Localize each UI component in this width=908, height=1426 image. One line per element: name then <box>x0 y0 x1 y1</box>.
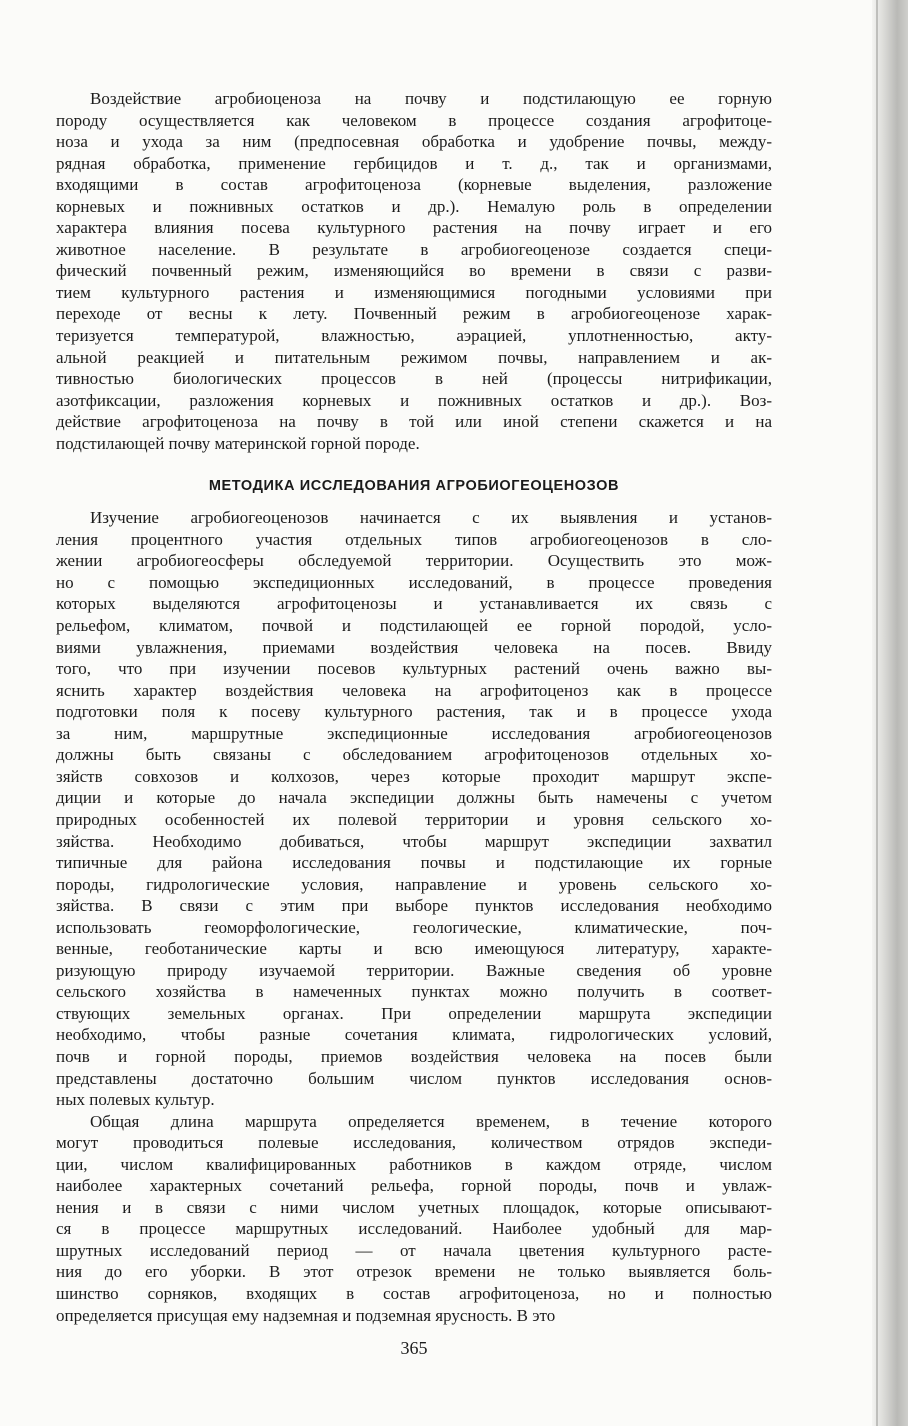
text-line: ления процентного участия отдельных типов агробиогеоценозов в сло- <box>56 529 772 549</box>
text-line: венные, геоботанические карты и всю имеющуюся литературу, характе- <box>56 939 772 959</box>
text-line: рельефом, климатом, почвой и подстилающей ее горной породой, усло- <box>56 616 772 636</box>
text-line: фический почвенный режим, изменяющийся во времени в связи с разви- <box>56 261 772 281</box>
text-line: характера влияния посева культурного растения на почву играет и его <box>56 218 772 238</box>
text-line: могут проводиться полевые исследования, количеством отрядов экспеди- <box>56 1133 772 1153</box>
section-heading: МЕТОДИКА ИССЛЕДОВАНИЯ АГРОБИОГЕОЦЕНОЗОВ <box>208 478 620 495</box>
text-line: шрутных исследований период — от начала цветения культурного расте- <box>56 1240 772 1260</box>
text-line: ных полевых культур. <box>56 1090 215 1110</box>
page-edge-line <box>876 0 878 1426</box>
text-line: использовать геоморфологические, геологические, климатические, поч- <box>56 917 772 937</box>
paragraph-route-length <box>56 1111 772 1326</box>
text-line: ноза и ухода за ним (предпосевная обработка и удобрение почвы, междy- <box>56 132 772 152</box>
text-line: входящими в состав агрофитоценоза (корневые выделения, разложение <box>56 175 772 195</box>
text-line: почв и горной породы, приемов воздействия человека на посев были <box>56 1046 772 1066</box>
text-line: Воздействие агробиоценоза на почву и подстилающую ее горную <box>90 89 772 108</box>
text-line: должны быть связаны с обследованием агрофитоценозов отдельных хо- <box>56 745 772 765</box>
text-line: действие агрофитоценоза на почву в той или иной степени скажется и на <box>56 412 772 432</box>
text-line: нения и в связи с ними числом учетных площадок, которые описывают- <box>56 1197 772 1217</box>
text-line: но с помощью экспедиционных исследований, в процессе проведения <box>56 572 772 592</box>
text-line: жении агробиогеосферы обследуемой территории. Осуществить это мож- <box>56 551 772 571</box>
text-line: рядная обработка, применение гербицидов и т. д., так и организмами, <box>56 153 772 173</box>
text-line: зяйств совхозов и колхозов, через которые проходит маршрут экспе- <box>56 766 772 786</box>
text-line: корневых и пожнивных остатков и др.). Немалую роль в определении <box>56 196 772 216</box>
text-line: зяйства. Необходимо добиваться, чтобы маршрут экспедиции захватил <box>56 831 772 851</box>
text-line: ствующих земельных органах. При определении маршрута экспедиции <box>56 1003 772 1023</box>
text-line: необходимо, чтобы разные сочетания климата, гидрологических условий, <box>56 1025 772 1045</box>
page-content <box>56 88 772 1326</box>
text-line: Изучение агробиогеоценозов начинается с их выявления и установ- <box>90 508 772 528</box>
text-line: сельского хозяйства в намеченных пунктах можно получить в соответ- <box>56 982 772 1002</box>
text-line: азотфиксации, разложения корневых и пожнивных остатков и др.). Воз- <box>56 390 772 410</box>
text-line: природных особенностей их полевой территории и уровня сельского хо- <box>56 809 772 829</box>
text-line: ся в процессе маршрутных исследований. Наиболее удобный для мар- <box>56 1219 772 1239</box>
text-line: виями увлажнения, приемами воздействия человека на посев. Ввиду <box>56 637 772 657</box>
text-line: переходе от весны к лету. Почвенный режим в агробиогеоценозе харак- <box>56 304 772 324</box>
text-line: тием культурного растения и изменяющимися погодными условиями при <box>56 282 772 302</box>
text-line: тивностью биологических процессов в ней (процессы нитрификации, <box>56 369 772 389</box>
text-line: определяется присущая ему надземная и подземная ярусность. В это <box>56 1305 556 1325</box>
text-line: шинство сорняков, входящих в состав агрофитоценоза, но и полностью <box>56 1283 772 1303</box>
text-line: подготовки поля к посеву культурного растения, так и в процессе ухода <box>56 702 772 722</box>
text-line: Общая длина маршрута определяется временем, в течение которого <box>90 1111 772 1131</box>
text-line: подстилающей почву материнской горной породе. <box>56 433 420 453</box>
text-line: которых выделяются агрофитоценозы и устанавливается их связь с <box>56 594 772 614</box>
paragraph-soil-influence <box>56 88 772 454</box>
text-line: ния до его уборки. В этот отрезок времени не только выявляется боль- <box>56 1262 772 1282</box>
text-line: породы, гидрологические условия, направление и уровень сельского хо- <box>56 874 772 894</box>
paragraph-study-methods <box>56 507 772 1110</box>
text-line: ризующую природу изучаемой территории. Важные сведения об уровне <box>56 960 772 980</box>
text-line: породу осуществляется как человеком в процессе создания агрофитоце- <box>56 110 772 130</box>
text-line: ции, числом квалифицированных работников в каждом отряде, числом <box>56 1154 772 1174</box>
page-number: 365 <box>400 1338 428 1358</box>
text-line: диции и которые до начала экспедиции должны быть намечены с учетом <box>56 788 772 808</box>
text-line: животное население. В результате в агробиогеоценозе создается специ- <box>56 239 772 259</box>
text-line: наиболее характерных сочетаний рельефа, горной породы, почв и увлаж- <box>56 1176 772 1196</box>
text-line: представлены достаточно большим числом пунктов исследования основ- <box>56 1068 772 1088</box>
text-line: яснить характер воздействия человека на агрофитоценоз как в процессе <box>56 680 772 700</box>
text-line: того, что при изучении посевов культурных растений очень важно вы- <box>56 659 772 679</box>
text-line: типичные для района исследования почвы и подстилающие их горные <box>56 853 772 873</box>
text-line: альной реакцией и питательным режимом почвы, направлением и ак- <box>56 347 772 367</box>
text-line: зяйства. В связи с этим при выборе пунктов исследования необходимо <box>56 896 772 916</box>
text-line: теризуется температурой, влажностью, аэрацией, уплотненностью, акту- <box>56 326 772 346</box>
text-line: за ним, маршрутные экспедиционные исследования агробиогеоценозов <box>56 723 772 743</box>
